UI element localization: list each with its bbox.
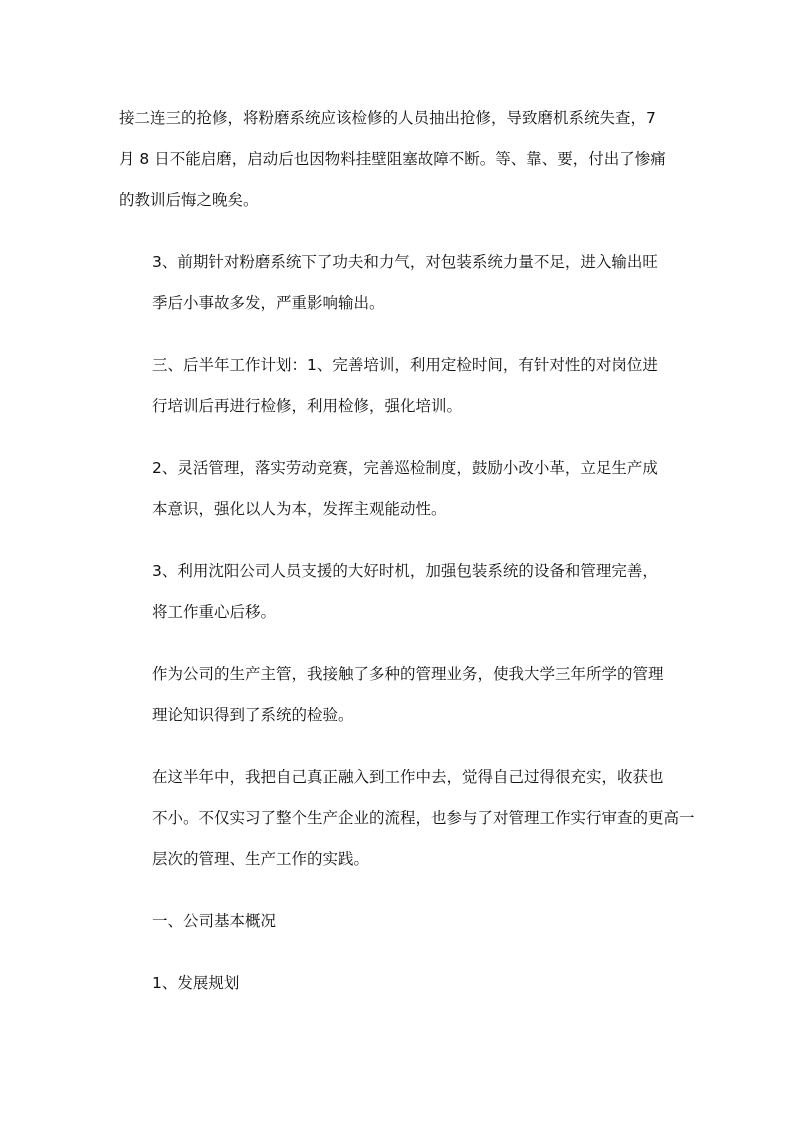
paragraph (119, 901, 675, 942)
text-line: 2、灵活管理，落实劳动竞赛，完善巡检制度，鼓励小改小革，立足生产成 (152, 459, 658, 477)
text-line: 层次的管理、生产工作的实践。 (152, 850, 370, 868)
paragraph (119, 98, 675, 221)
text-line: 1、发展规划 (152, 974, 240, 992)
text-line: 行培训后再进行检修，利用检修，强化培训。 (152, 397, 463, 415)
text-line: 的教训后悔之晚矣。 (119, 191, 259, 209)
text-line: 三、后半年工作计划：1、完善培训，利用定检时间，有针对性的对岗位进 (152, 356, 658, 374)
paragraph (119, 963, 675, 1004)
text-line: 3、利用沈阳公司人员支援的大好时机，加强包装系统的设备和管理完善， (152, 562, 658, 580)
paragraph (119, 654, 675, 736)
paragraph (119, 551, 675, 633)
text-line: 本意识，强化以人为本，发挥主观能动性。 (152, 500, 447, 518)
text-line: 季后小事故多发，严重影响输出。 (152, 294, 385, 312)
document-body (119, 98, 695, 1025)
text-line: 将工作重心后移。 (152, 603, 277, 621)
text-line: 在这半年中，我把自己真正融入到工作中去，觉得自己过得很充实，收获也 (152, 768, 664, 786)
paragraph (119, 345, 675, 427)
paragraph (119, 448, 675, 530)
text-line: 月 8 日不能启磨，启动后也因物料挂壁阻塞故障不断。等、靠、要，付出了惨痛 (119, 150, 666, 168)
text-line: 3、前期针对粉磨系统下了功夫和力气，对包装系统力量不足，进入输出旺 (152, 253, 658, 271)
paragraph (119, 757, 695, 880)
text-line: 理论知识得到了系统的检验。 (152, 706, 354, 724)
paragraph (119, 242, 675, 324)
text-line: 不小。不仅实习了整个生产企业的流程，也参与了对管理工作实行审查的更高一 (152, 809, 695, 827)
text-line: 接二连三的抢修，将粉磨系统应该检修的人员抽出抢修，导致磨机系统失查，7 (119, 109, 656, 127)
text-line: 作为公司的生产主管，我接触了多种的管理业务，使我大学三年所学的管理 (152, 665, 664, 683)
text-line: 一、公司基本概况 (152, 912, 277, 930)
